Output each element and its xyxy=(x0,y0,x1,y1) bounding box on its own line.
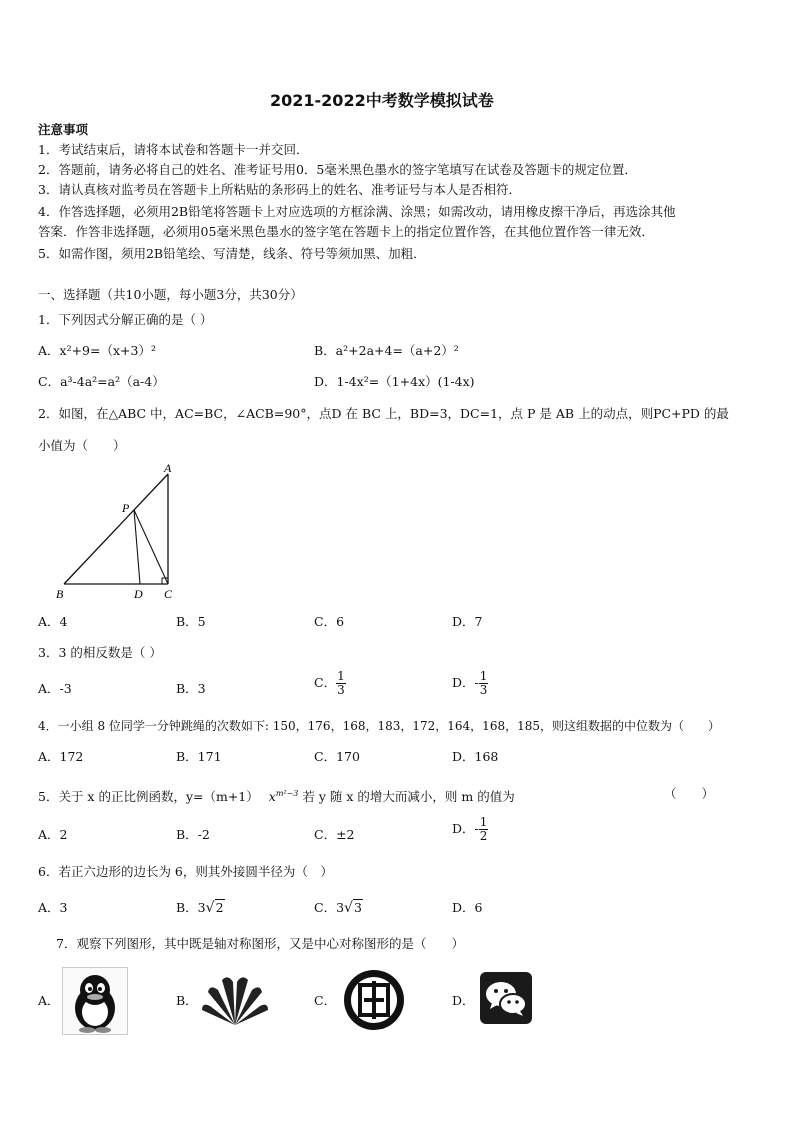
penguin-logo xyxy=(62,967,128,1035)
q5-option-d xyxy=(452,816,488,843)
q3-option-d xyxy=(452,670,488,697)
label-d: D xyxy=(134,587,143,601)
q5-option-a: A．2 xyxy=(38,827,68,842)
notice-item: 4．作答选择题，必须用2B铅笔将答题卡上对应选项的方框涂满、涂黑；如需改动，请用橡皮擦干净后，再选涂其他 xyxy=(38,204,676,219)
q4-option-b: B．171 xyxy=(176,749,222,764)
q1-option-c: C．a³-4a²=a²（a-4） xyxy=(38,374,165,389)
q3-option-b: B．3 xyxy=(176,681,206,696)
q2-stem-line1: 2．如图，在△ABC 中，AC=BC，∠ACB=90°，点D 在 BC 上，BD=3，DC=1，点 P 是 AB 上的动点，则PC+PD 的最 xyxy=(38,406,729,421)
q4-option-d: D．168 xyxy=(452,749,499,764)
q2-stem-line2: 小值为（ ） xyxy=(38,438,126,453)
q3-option-a: A．-3 xyxy=(38,681,72,696)
power-exponent: m²−3 xyxy=(275,789,299,798)
q6-c-prefix: C．3 xyxy=(314,900,345,915)
q2-option-d: D．7 xyxy=(452,614,483,629)
q6-b-prefix: B．3 xyxy=(176,900,206,915)
q1-option-d: D．1-4x²=（1+4x）(1-4x) xyxy=(314,374,475,389)
sqrt: √2 xyxy=(205,900,224,916)
notice-heading: 注意事项 xyxy=(38,122,89,137)
q6-option-d: D．6 xyxy=(452,900,483,915)
triangle-diagram xyxy=(50,458,190,606)
q5-stem-pre: 5．关于 x 的正比例函数，y=（m+1） xyxy=(38,789,259,805)
fraction xyxy=(336,670,346,697)
q4-option-c: C．170 xyxy=(314,749,360,764)
radicand: 2 xyxy=(215,900,224,915)
q6-option-b xyxy=(176,898,225,918)
fraction xyxy=(479,670,489,697)
numerator: 1 xyxy=(337,669,345,683)
q1-option-b: B．a²+2a+4=（a+2）² xyxy=(314,343,459,358)
page-title: 2021-2022中考数学模拟试卷 xyxy=(270,91,494,110)
q5-d-prefix: D．- xyxy=(452,821,479,836)
chat-bubble-logo xyxy=(478,970,534,1026)
notice-item: 3．请认真核对监考员在答题卡上所粘贴的条形码上的姓名、准考证号与本人是否相符． xyxy=(38,182,521,197)
q7-option-d: D． xyxy=(452,993,475,1008)
notice-item: 1．考试结束后，请将本试卷和答题卡一并交回． xyxy=(38,142,309,157)
q7-option-c: C． xyxy=(314,993,337,1008)
label-p: P xyxy=(122,501,130,515)
fraction xyxy=(479,816,489,843)
q3-option-c xyxy=(314,670,346,697)
q3-c-prefix: C． xyxy=(314,675,337,690)
notice-item: 2．答题前，请务必将自己的姓名、准考证号用0．5毫米黑色墨水的签字笔填写在试卷及答题卡的规定位置． xyxy=(38,162,637,177)
section-heading: 一、选择题（共10小题，每小题3分，共30分） xyxy=(38,287,303,302)
label-b: B xyxy=(56,587,64,601)
radicand: 3 xyxy=(353,900,362,915)
bank-seal-logo xyxy=(340,967,408,1033)
label-c: C xyxy=(164,587,173,601)
q4-stem: 4．一小组 8 位同学一分钟跳绳的次数如下: 150，176，168，183，172，164，168，185，则这组数据的中位数为（ ） xyxy=(38,719,720,733)
numerator: 1 xyxy=(479,815,488,829)
q6-stem: 6．若正六边形的边长为 6，则其外接圆半径为（ ） xyxy=(38,864,333,879)
q4-option-a: A．172 xyxy=(38,749,84,764)
label-a: A xyxy=(164,461,172,475)
q1-option-a: A．x²+9=（x+3）² xyxy=(38,343,156,358)
q5-option-b: B．-2 xyxy=(176,827,210,842)
denominator: 2 xyxy=(479,829,488,843)
q2-option-c: C．6 xyxy=(314,614,345,629)
q7-stem: 7．观察下列图形，其中既是轴对称图形，又是中心对称图形的是（ ） xyxy=(56,936,464,951)
q2-option-a: A．4 xyxy=(38,614,68,629)
q7-option-b: B． xyxy=(176,993,198,1008)
numerator: 1 xyxy=(479,669,488,683)
denominator: 3 xyxy=(479,683,488,697)
q7-option-a: A． xyxy=(38,993,60,1008)
q5-option-c: C．±2 xyxy=(314,827,355,842)
notice-item: 5．如需作图，须用2B铅笔绘、写清楚，线条、符号等须加黑、加粗． xyxy=(38,246,426,261)
q5-stem-post: 若 y 随 x 的增大而减小，则 m 的值为 xyxy=(302,789,515,805)
q6-option-a: A．3 xyxy=(38,900,68,915)
q3-d-prefix: D．- xyxy=(452,675,479,690)
q2-option-b: B．5 xyxy=(176,614,206,629)
q5-paren: （ ） xyxy=(664,786,715,801)
q6-option-c xyxy=(314,898,363,918)
sqrt: √3 xyxy=(344,900,362,916)
power-base: x xyxy=(268,789,276,805)
q5-power xyxy=(269,789,299,804)
notice-item: 答案．作答非选择题，必须用05毫米黑色墨水的签字笔在答题卡上的指定位置作答，在其他位置作答一律无效． xyxy=(38,224,654,239)
q3-stem: 3．3 的相反数是（ ） xyxy=(38,645,162,660)
flower-petal-logo xyxy=(200,970,270,1030)
q1-stem: 1．下列因式分解正确的是（ ） xyxy=(38,312,213,327)
denominator: 3 xyxy=(337,683,345,697)
q5-stem xyxy=(38,784,515,807)
